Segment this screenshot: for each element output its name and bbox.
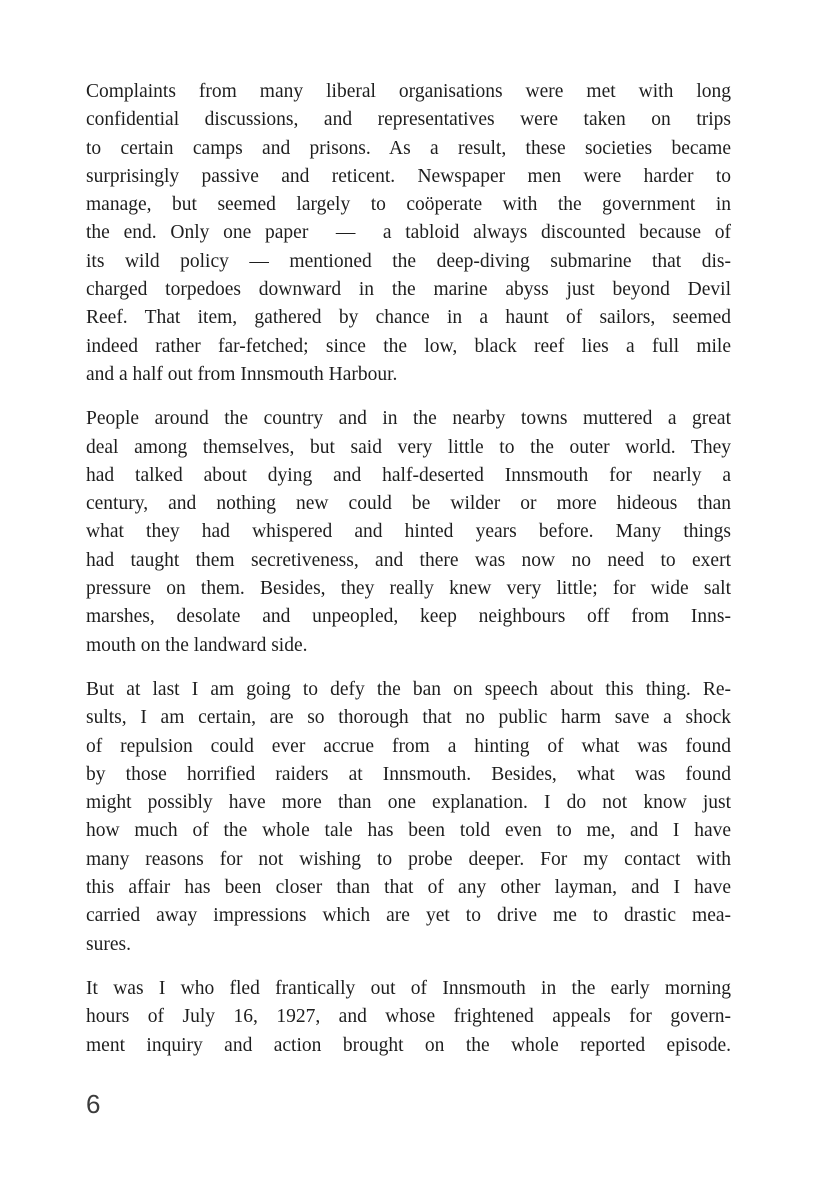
text-line: confidential discussions, and representatives were taken on trips	[86, 109, 731, 131]
text-line: mouth on the landward side.	[86, 634, 308, 656]
text-line: the end. Only one paper — a tabloid always discounted because of	[86, 222, 731, 244]
paragraph	[86, 78, 731, 389]
text-line: this affair has been closer than that of any other layman, and I have	[86, 877, 731, 899]
text-line: Complaints from many liberal organisations were met with long	[86, 81, 731, 102]
text-line: century, and nothing new could be wilder or more hideous than	[86, 493, 731, 515]
text-line: hours of July 16, 1927, and whose frightened appeals for govern-	[86, 1006, 731, 1028]
text-line: marshes, desolate and unpeopled, keep neighbours off from Inns-	[86, 606, 731, 628]
text-line: manage, but seemed largely to coöperate with the government in	[86, 194, 731, 216]
text-line: Reef. That item, gathered by chance in a haunt of sailors, seemed	[86, 307, 731, 329]
text-line: many reasons for not wishing to probe deeper. For my contact with	[86, 848, 731, 870]
text-line: sults, I am certain, are so thorough that no public harm save a shock	[86, 707, 731, 729]
text-line: how much of the whole tale has been told even to me, and I have	[86, 820, 731, 842]
text-line: carried away impressions which are yet to drive me to drastic mea-	[86, 905, 731, 927]
text-line: ment inquiry and action brought on the whole reported episode.	[86, 1034, 731, 1056]
text-line: People around the country and in the nearby towns muttered a great	[86, 408, 731, 430]
text-line: of repulsion could ever accrue from a hinting of what was found	[86, 735, 731, 757]
text-line: indeed rather far-fetched; since the low, black reef lies a full mile	[86, 335, 731, 357]
text-line: and a half out from Innsmouth Harbour.	[86, 363, 398, 385]
text-line: sures.	[86, 933, 131, 955]
text-line: But at last I am going to defy the ban on speech about this thing. Re-	[86, 678, 731, 700]
paragraph	[86, 676, 731, 959]
text-line: might possibly have more than one explanation. I do not know just	[86, 792, 731, 814]
text-line: charged torpedoes downward in the marine abyss just beyond Devil	[86, 279, 731, 301]
text-line: to certain camps and prisons. As a result, these societies became	[86, 137, 731, 159]
text-line: had taught them secretiveness, and there was now no need to exert	[86, 549, 731, 571]
text-line: pressure on them. Besides, they really knew very little; for wide salt	[86, 578, 731, 600]
paragraph	[86, 975, 731, 1060]
text-line: deal among themselves, but said very little to the outer world. They	[86, 436, 731, 458]
text-line: had talked about dying and half-deserted Innsmouth for nearly a	[86, 464, 731, 486]
text-line: It was I who fled frantically out of Innsmouth in the early morning	[86, 977, 731, 999]
text-line: by those horrified raiders at Innsmouth. Besides, what was found	[86, 763, 731, 785]
page-number: 6	[86, 1089, 101, 1119]
text-line: its wild policy — mentioned the deep-diving submarine that dis-	[86, 250, 731, 272]
text-line: what they had whispered and hinted years before. Many things	[86, 521, 731, 543]
page-text	[86, 78, 731, 1076]
paragraph	[86, 405, 731, 660]
text-line: surprisingly passive and reticent. Newspaper men were harder to	[86, 165, 731, 187]
